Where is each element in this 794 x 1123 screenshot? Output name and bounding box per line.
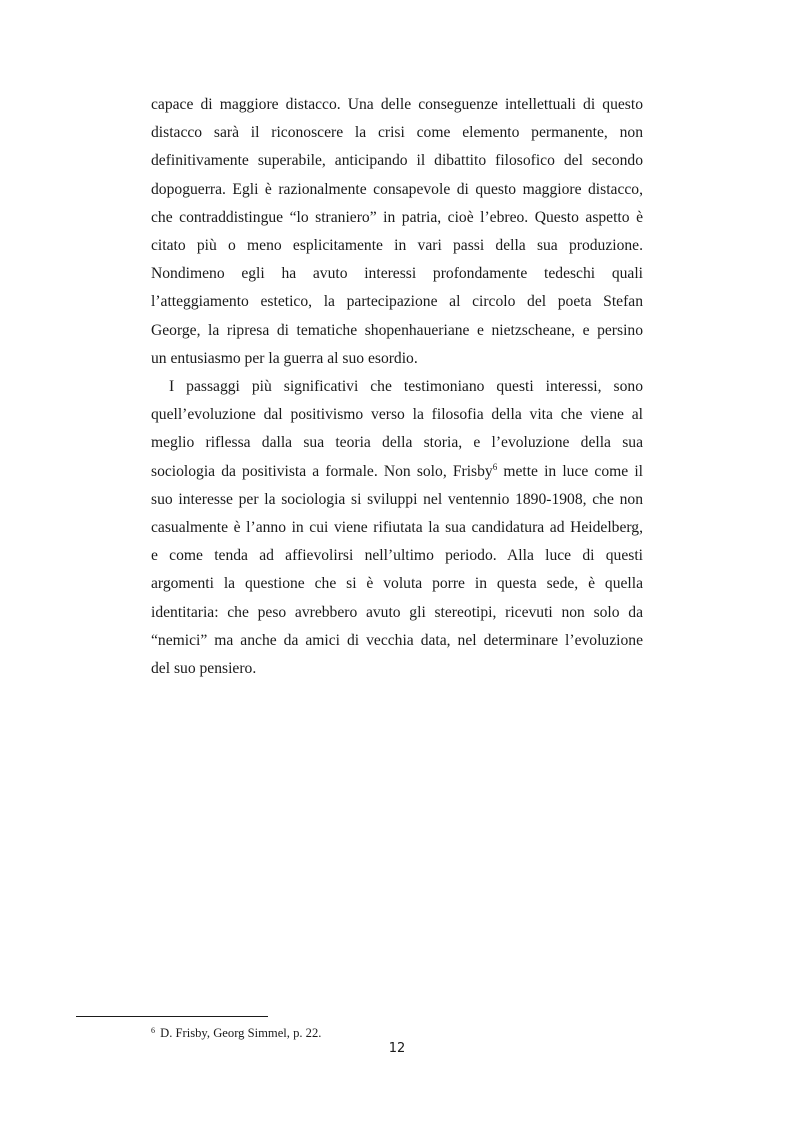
text-line: definitivamente superabile, anticipando il dibattito filosofico del secondo	[151, 152, 643, 170]
text-line: quell’evoluzione dal positivismo verso la filosofia della vita che viene al	[151, 406, 643, 424]
body-text	[151, 91, 643, 683]
text-line: casualmente è l’anno in cui viene rifiutata la sua candidatura ad Heidelberg,	[151, 519, 643, 537]
footnote-number: 6	[151, 1026, 155, 1035]
footnote	[151, 1025, 321, 1041]
text-line: dopoguerra. Egli è razionalmente consapevole di questo maggiore distacco,	[151, 180, 643, 198]
footnote-reference[interactable]: 6	[492, 461, 498, 472]
text-line: identitaria: che peso avrebbero avuto gli stereotipi, ricevuti non solo da	[151, 603, 643, 621]
text-line: capace di maggiore distacco. Una delle conseguenze intellettuali di questo	[151, 96, 643, 113]
text-line: citato più o meno esplicitamente in vari passi della sua produzione.	[151, 237, 643, 255]
paragraph-2	[151, 373, 643, 683]
text-line: George, la ripresa di tematiche shopenhaueriane e nietzscheane, e persino	[151, 321, 643, 339]
footnote-separator	[76, 1016, 268, 1017]
text-line: che contraddistingue “lo straniero” in patria, cioè l’ebreo. Questo aspetto è	[151, 208, 643, 226]
text-line: meglio riflessa dalla sua teoria della storia, e l’evoluzione della sua	[151, 434, 643, 452]
text-line: Nondimeno egli ha avuto interessi profondamente tedeschi quali	[151, 265, 643, 283]
text-line: un entusiasmo per la guerra al suo esordio.	[151, 349, 418, 367]
page-number: 12	[388, 1041, 406, 1056]
text-line: argomenti la questione che si è voluta porre in questa sede, è quella	[151, 575, 643, 593]
paragraph-1	[151, 91, 643, 373]
text-line: “nemici” ma anche da amici di vecchia data, nel determinare l’evoluzione	[151, 631, 643, 649]
text-line: distacco sarà il riconoscere la crisi come elemento permanente, non	[151, 124, 643, 142]
text-line: l’atteggiamento estetico, la partecipazione al circolo del poeta Stefan	[151, 293, 643, 311]
text-line: e come tenda ad affievolirsi nell’ultimo periodo. Alla luce di questi	[151, 547, 643, 565]
text-segment: sociologia da positivista a formale. Non solo, Frisby	[151, 462, 493, 480]
text-line: I passaggi più significativi che testimoniano questi interessi, sono	[169, 378, 643, 396]
text-line-with-footnote	[151, 458, 643, 486]
text-line: del suo pensiero.	[151, 660, 257, 678]
text-line: suo interesse per la sociologia si sviluppi nel ventennio 1890-1908, che non	[151, 490, 643, 508]
footnote-text: D. Frisby, Georg Simmel, p. 22.	[157, 1026, 322, 1040]
text-segment: mette in luce come il	[497, 462, 643, 480]
